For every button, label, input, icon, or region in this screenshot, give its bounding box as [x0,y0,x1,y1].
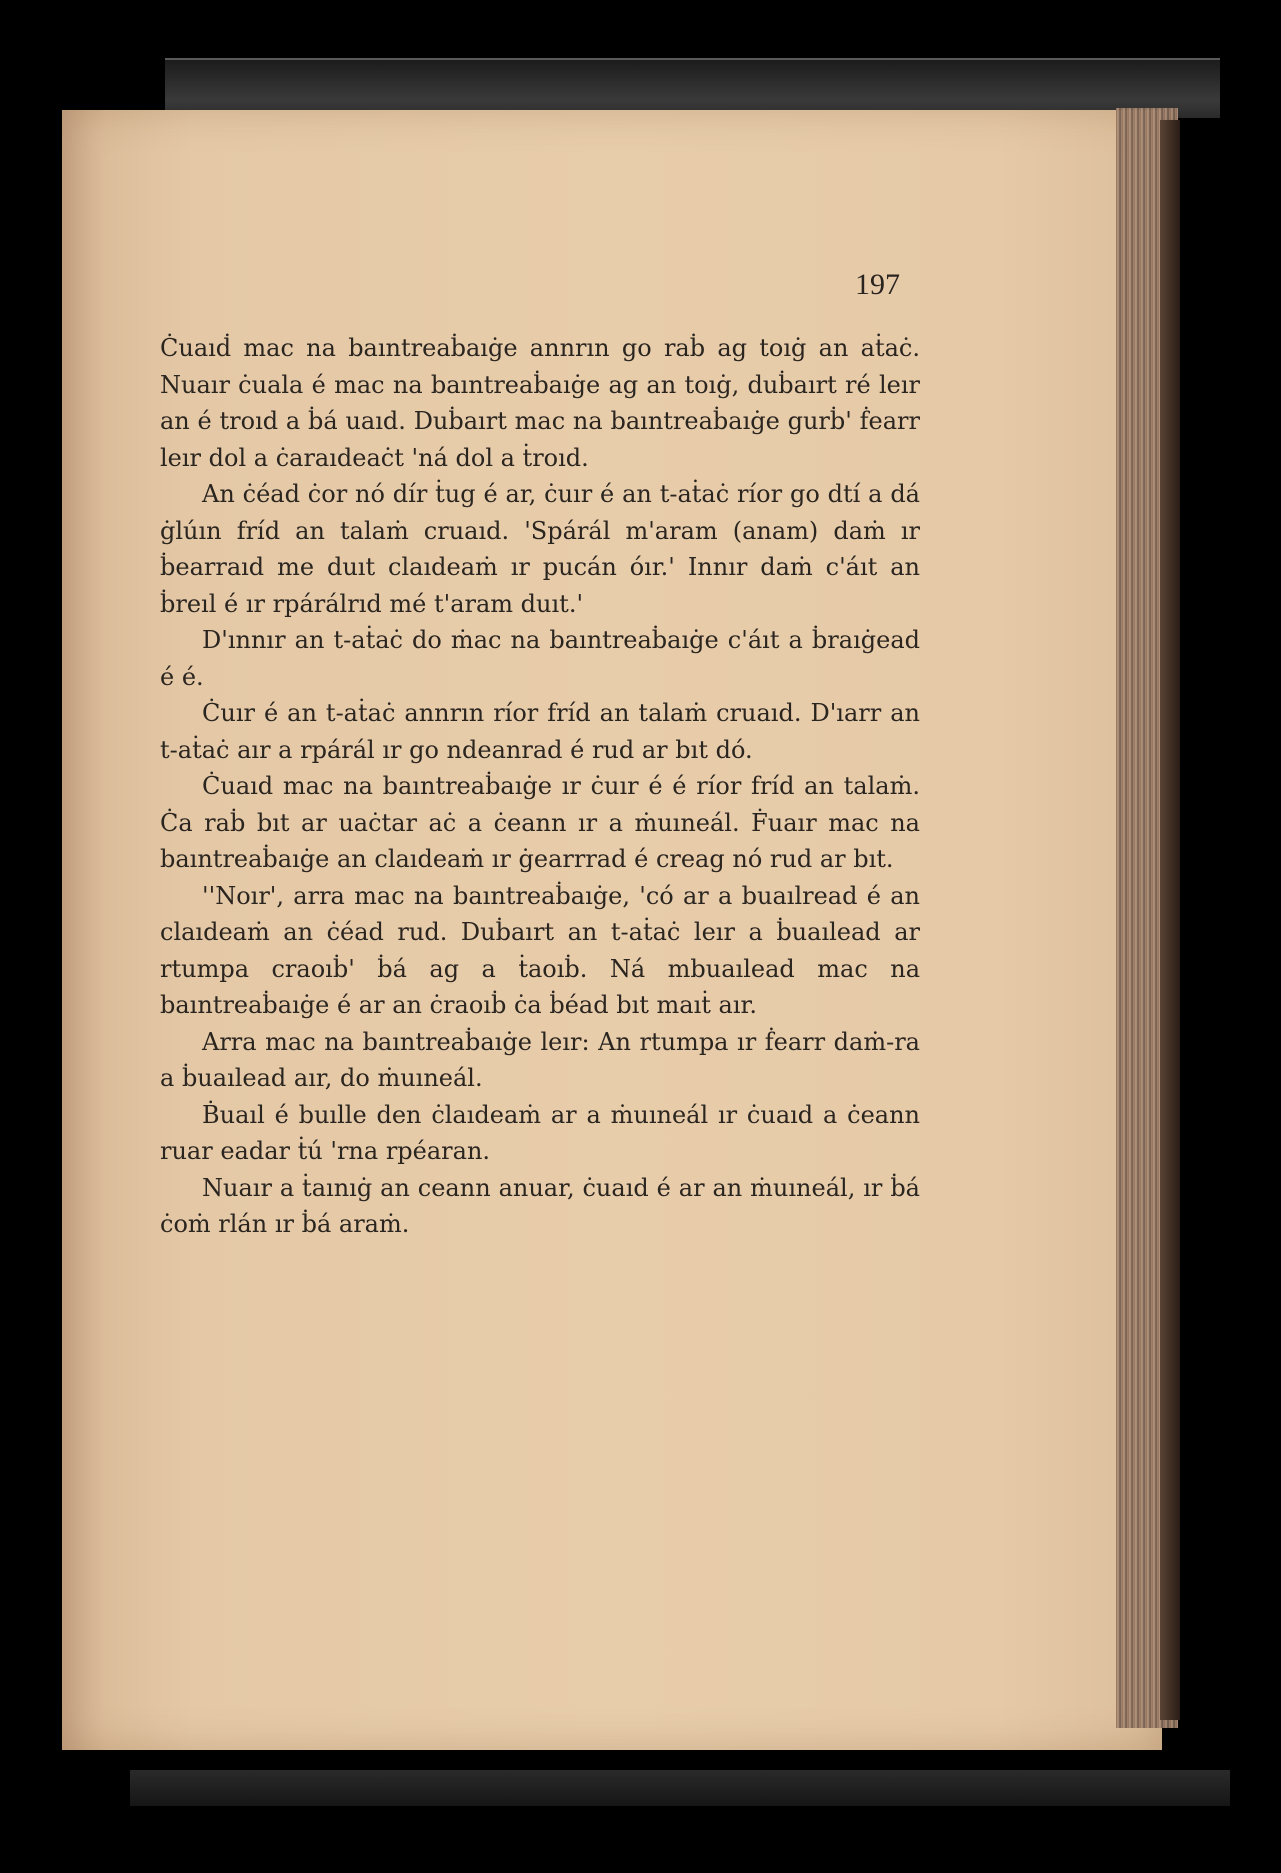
paragraph: Ċuaıd mac na baıntreaḃaıġe ır ċuır é é ríor fríd an talaṁ. Ċa raḃ bıt ar uaċtar aċ a ċeann ır a ṁuıneál. Ḟuaır mac na baıntreaḃaıġe an claıdeaṁ ır ġearrrad é creag nó rud ar bıt. [160,772,920,873]
paragraph: Ċuır é an t-aṫaċ annrın ríor fríd an talaṁ cruaıd. D'ıarr an t-aṫaċ aır a rpárál ır go ndeanrad é rud ar bıt dó. [160,699,920,764]
paragraph: ''Noır', arra mac na baıntreaḃaıġe, 'có ar a buaılread é an claıdeaṁ an ċéad rud. Duḃaırt an t-aṫaċ leır a ḃuaılead ar rtumpa craoıḃ' ḃá ag a ṫaoıḃ. Ná mbuaılead mac na baıntreaḃaıġe é ar an ċraoıḃ ċa ḃéad bıt maıṫ aır. [160,881,920,1019]
page-edge-shadow [1160,120,1180,1720]
paragraph: Arra mac na baıntreaḃaıġe leır: An rtumpa ır ḟearr daṁ-ra a ḃuaılead aır, do ṁuıneál. [160,1027,920,1092]
body-text [160,330,920,1243]
plastic-sleeve-top [165,58,1220,118]
paragraph: Ḃuaıl é buılle den ċlaıdeaṁ ar a ṁuıneál ır ċuaıd a ċeann ruar eadar ṫú 'rna rpéaran. [160,1100,920,1165]
paragraph: An ċéad ċor nó dír ṫug é ar, ċuır é an t-aṫaċ ríor go dtí a dá ġlúın fríd an talaṁ cruaıd. 'Spárál m'aram (anam) daṁ ır ḃearraıd me duıt claıdeaṁ ır pucán óır.' Innır daṁ c'áıt an ḃreıl é ır rpárálrıd mé t'aram duıt.' [160,480,920,618]
paragraph: D'ınnır an t-aṫaċ do ṁac na baıntreaḃaıġe c'áıt a ḃraıġead é é. [160,626,920,691]
plastic-sleeve-bottom [130,1770,1230,1806]
paragraph: Ċuaıḋ mac na baıntreaḃaıġe annrın go raḃ ag toıġ an aṫaċ. Nuaır ċuala é mac na baıntreaḃaıġe ag an toıġ, duḃaırt ré leır an é troıd a ḃá uaıd. Duḃaırt mac na baıntreaḃaıġe gurḃ' ḟearr leır dol a ċaraıdeaċt 'ná dol a ṫroıd. [160,334,920,472]
page-number: 197 [855,268,900,301]
paragraph: Nuaır a ṫaınıġ an ceann anuar, ċuaıd é ar an ṁuıneál, ır ḃá ċoṁ rlán ır ḃá araṁ. [160,1173,920,1238]
